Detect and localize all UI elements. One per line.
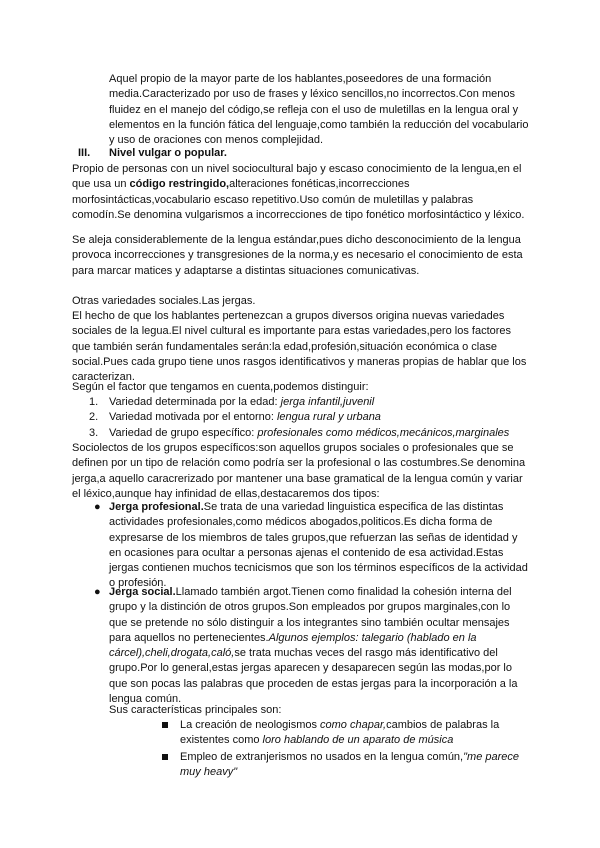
list-number: 1. [89, 396, 99, 408]
jerga-term: Jerga profesional. [109, 501, 204, 513]
otras-paragraph-2: Según el factor que tengamos en cuenta,podemos distinguir: [72, 381, 369, 393]
section-paragraph-2: Se aleja considerablemente de la lengua estándar,pues dicho desconocimiento de la lengua provoca incorrecciones y transgresiones de la norma,y es necesario el conocimiento de esta para marcar matices y adaptarse a distintas situaciones comunicativas. [72, 234, 523, 277]
otras-paragraph-1: El hecho de que los hablantes pertenezcan a grupos diversos origina nuevas variedades sociales de la legua.El nivel cultural es importante para estas variedades,pero los factores que también serán fundamentales serán:la edad,profesión,situación económica o clase social.Pues cada grupo tiene unos rasgos identificativos y maneras propias de hablar que los caracterizan. [72, 310, 527, 384]
item-text: Empleo de extranjerismos no usados en la lengua común, [180, 750, 464, 763]
list-item [89, 395, 530, 410]
item-italic: como chapar, [320, 719, 387, 731]
list-italic: lengua rural y urbana [276, 411, 381, 424]
list-text: Variedad de grupo específico: [109, 426, 258, 439]
item-text: cambios de palabras la existentes como [180, 719, 500, 747]
bullet-icon: ● [94, 501, 101, 513]
list-text: Variedad motivada por el entorno: [109, 411, 277, 424]
list-text: Variedad determinada por la edad: [109, 396, 281, 408]
otras-paragraph-3: Sociolectos de los grupos específicos:son aquellos grupos sociales o profesionales que se definen por un tipo de relación como podría ser la profesional o las costumbres.Se denomina jerga,a aquello caracrerizado por mantener una base gramatical de la lengua común y variar el léxico,aunque hay infinidad de ellas,destacaremos dos tipos: [72, 442, 526, 500]
list-item [89, 410, 530, 425]
bullet-icon: ● [94, 586, 101, 598]
jerga-item [94, 585, 530, 707]
section-paragraph-1 [72, 162, 532, 223]
list-number: 2. [89, 411, 99, 424]
list-item [180, 718, 532, 749]
p1-text-a: Propio de personas con un nivel sociocultural bajo y escaso conocimiento de la lengua,en el que usa un [72, 163, 522, 191]
list-item [180, 750, 532, 781]
caracteristicas-title: Sus características principales son: [109, 704, 282, 716]
list-italic: profesionales como médicos,mecánicos,marginales [257, 426, 510, 439]
jerga-description-b: se trata muchas veces del rasgo más identificativo del grupo.Por lo general,estas jergas aparecen y desaparecen según las modas,por lo que son pocas las palabras que proceden de estas jergas para la incorporación a la lengua común. [109, 647, 518, 706]
jerga-examples: Algunos ejemplos: talegario (hablado en la cárcel),cheli,drogata,caló, [109, 631, 477, 660]
section-heading [78, 146, 530, 161]
p1-bold-term: código restringido, [129, 178, 230, 191]
p1-text-b: alteraciones fonéticas,incorrecciones morfosintácticas,vocabulario escaso repetitivo.Uso común de muletillas y palabras comodín.Se denomina vulgarismos a incorrecciones de tipo fonético morfosintáctico y léxico. [72, 178, 525, 221]
jerga-social-text [109, 585, 530, 707]
list-italic: jerga infantil,juvenil [280, 396, 375, 408]
item-italic: loro hablando de un aparato de música [262, 734, 454, 747]
intro-paragraph: Aquel propio de la mayor parte de los hablantes,poseedores de una formación media.Caracterizado por uso de frases y léxico sencillos,no incorrectos.Con menos fluidez en el manejo del código,se refleja con el uso de muletillas en la lengua oral y elementos en la función fática del lenguaje,como también la reducción del vocabulario y uso de oraciones con menos complejidad. [109, 73, 529, 147]
jerga-item [94, 500, 530, 592]
otras-title: Otras variedades sociales.Las jergas. [72, 295, 256, 307]
section-numeral: III. [78, 147, 91, 159]
jerga-description: Se trata de una variedad linguistica especifica de las distintas actividades profesionales,como médicos abogados,politicos.Es dicha forma de expresarse de los miembros de tales grupos,que refuerzan las señas de identidad y en ocasiones para ocultar a personas ajenas el contenido de esa actividad.Estas jergas contienen muchos tecnicismos que son los términos específicos de la actividad o profesión. [109, 501, 528, 590]
item-text: La creación de neologismos [180, 719, 321, 731]
item-italic: "me parece muy heavy" [180, 750, 520, 778]
jerga-term: Jerga social. [109, 586, 176, 598]
caracteristicas-list [180, 718, 532, 780]
list-number: 3. [89, 426, 99, 439]
section-title: Nivel vulgar o popular. [109, 147, 227, 159]
square-bullet-icon [162, 722, 168, 728]
list-item [89, 426, 530, 441]
variedades-list [89, 395, 530, 441]
jerga-profesional-text [109, 500, 530, 592]
jerga-description-a: Llamado también argot.Tienen como finalidad la cohesión interna del grupo y la distinción de otros grupos.Son empleados por grupos marginales,con lo que se pretende no sólo distinguir a los integrantes sino también ocultar mensajes para aquellos no pertenecientes. [109, 586, 512, 644]
square-bullet-icon [162, 754, 168, 760]
